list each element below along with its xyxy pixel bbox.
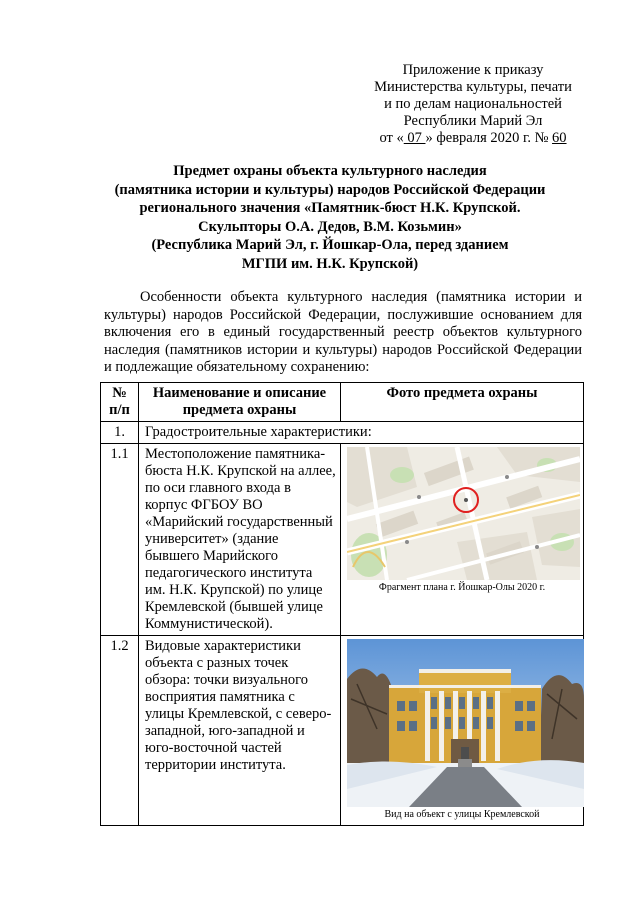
row-description: Видовые характеристики объекта с разных точек обзора: точки визуального восприятия памятника с улицы Кремлевской, с северо-западной, юго-западной и юго-восточной частей территории института.	[139, 636, 341, 826]
header-name-line1: Наименование и описание	[152, 385, 327, 401]
table-row	[101, 636, 584, 826]
appendix-line: и по делам национальностей	[384, 96, 562, 112]
header-num-line2: п/п	[109, 402, 130, 418]
map-photo-cell	[341, 444, 584, 636]
header-name-line2: предмета охраны	[182, 402, 297, 418]
intro-paragraph	[104, 289, 582, 377]
building-photo	[347, 639, 584, 807]
document-title	[70, 162, 590, 273]
protection-table	[100, 382, 584, 826]
date-middle: » февраля 2020 г. №	[425, 130, 549, 146]
title-line: Скульпторы О.А. Дедов, В.М. Козьмин»	[198, 218, 462, 235]
date-day: 07	[403, 130, 426, 146]
table-header-row	[101, 383, 584, 422]
appendix-header	[340, 62, 606, 147]
header-name	[139, 383, 341, 422]
section-num: 1.	[101, 422, 139, 444]
photo-caption: Вид на объект с улицы Кремлевской	[384, 809, 540, 820]
row-num: 1.2	[101, 636, 139, 826]
appendix-date-line	[340, 130, 606, 147]
header-num-line1: №	[112, 385, 127, 401]
building-photo-graphic	[347, 639, 584, 807]
intro-text: Особенности объекта культурного наследия (памятника истории и культуры) народов Российской Федерации, послужившие основанием для включения его в единый государственный реестр объектов культурного наследия (памятников истории и культуры) народов Российской Федерации и подлежащие обязательному сохранению:	[104, 289, 582, 375]
row-num: 1.1	[101, 444, 139, 636]
title-line: регионального значения «Памятник-бюст Н.К. Крупской.	[139, 200, 521, 216]
title-line: (Республика Марий Эл, г. Йошкар-Ола, перед зданием	[151, 237, 509, 253]
appendix-line: Республики Марий Эл	[403, 113, 543, 129]
date-prefix: от «	[379, 130, 404, 146]
map-caption: Фрагмент плана г. Йошкар-Олы 2020 г.	[378, 582, 546, 593]
header-num	[101, 383, 139, 422]
order-number: 60	[552, 130, 567, 146]
header-photo: Фото предмета охраны	[341, 383, 584, 422]
building-photo-cell	[341, 636, 584, 826]
row-description: Местоположение памятника-бюста Н.К. Крупской на аллее, по оси главного входа в корпус ФГБОУ ВО «Марийский государственный университет» (здание бывшего Марийского педагогического института им. Н.К. Крупской) по улице Кремлевской (бывшей улице Коммунистической).	[139, 444, 341, 636]
section-title: Градостроительные характеристики:	[139, 422, 584, 444]
appendix-line: Министерства культуры, печати	[374, 79, 572, 95]
title-line: МГПИ им. Н.К. Крупской)	[241, 255, 419, 272]
table-row	[101, 444, 584, 636]
title-line: (памятника истории и культуры) народов Российской Федерации	[114, 181, 546, 198]
title-line: Предмет охраны объекта культурного наследия	[173, 163, 487, 179]
table-section-row	[101, 422, 584, 444]
city-map-image	[347, 447, 580, 580]
appendix-line: Приложение к приказу	[402, 62, 544, 78]
map-marker-circle-icon	[451, 485, 481, 515]
